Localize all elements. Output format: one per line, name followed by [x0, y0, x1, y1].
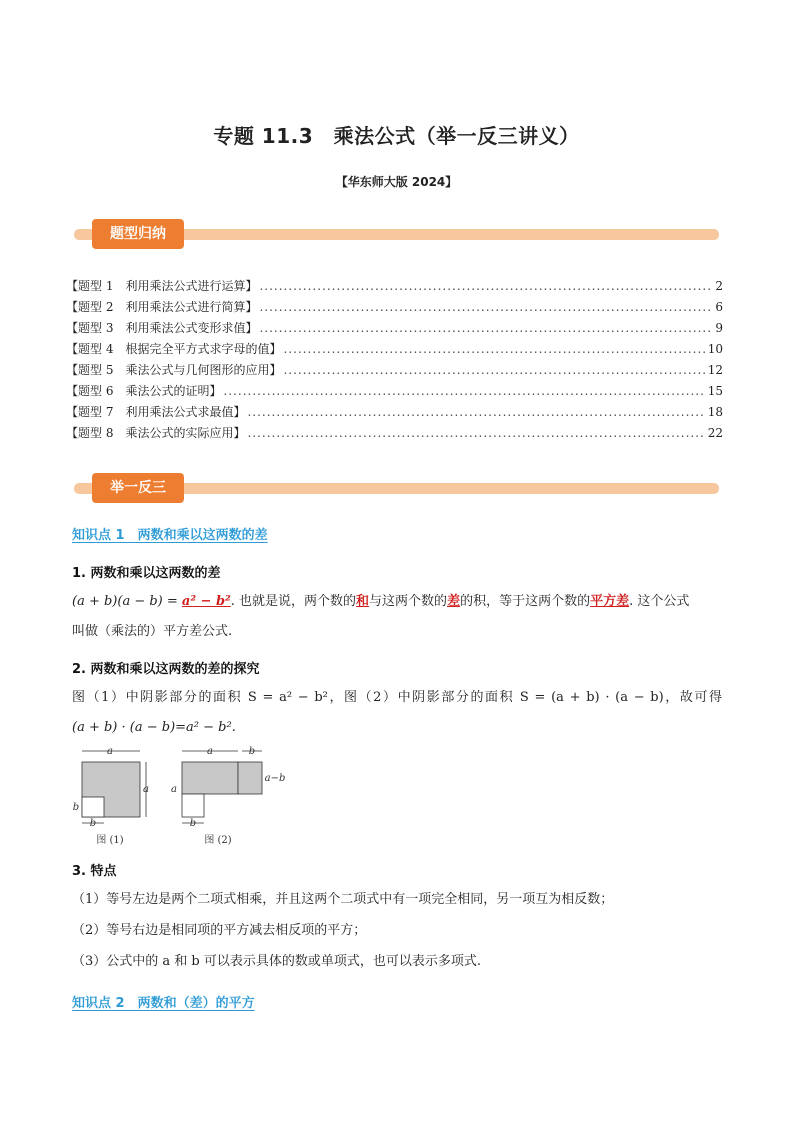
- formula-paragraph-line2: 叫做（乘法的）平方差公式.: [72, 624, 233, 639]
- explore-line-2: (a + b) · (a − b)=a² − b².: [72, 720, 236, 735]
- fig1-label-b-side: b: [72, 802, 80, 813]
- toc-banner: 题型归纳: [92, 219, 184, 249]
- fig2-label-amb: a−b: [264, 773, 286, 784]
- fig1-label-a-side: a: [143, 784, 149, 795]
- toc-item[interactable]: 【题型 2 利用乘法公式进行简算】 ..... 6: [66, 297, 723, 318]
- page-title: 专题 11.3 乘法公式（举一反三讲义）: [213, 124, 580, 148]
- toc-item[interactable]: 【题型 7 利用乘法公式求最值】 ..... 18: [66, 402, 723, 423]
- toc-item[interactable]: 【题型 6 乘法公式的证明】 ..... 15: [66, 381, 723, 402]
- fig2-caption: 图 (2): [204, 835, 232, 846]
- fig2-label-a-top: a: [207, 746, 213, 757]
- toc-item[interactable]: 【题型 1 利用乘法公式进行运算】 ..... 2: [66, 276, 723, 297]
- figure-2: [171, 746, 285, 846]
- knowledge-point-1-title: 知识点 1 两数和乘以这两数的差: [72, 528, 268, 543]
- figure-1: [73, 746, 149, 846]
- formula-left: (a + b)(a − b) =: [72, 594, 182, 609]
- explore-line-1: 图（1）中阴影部分的面积 S = a² − b²，图（2）中阴影部分的面积 S = (a + b) · (a − b)，故可得: [72, 690, 722, 705]
- formula-right: a² − b²: [181, 594, 231, 609]
- subheading-3: 3. 特点: [72, 864, 117, 879]
- fig1-label-a-top: a: [107, 746, 113, 757]
- toc-item[interactable]: 【题型 4 根据完全平方式求字母的值】 ..... 10: [66, 339, 723, 360]
- figures: [70, 745, 290, 854]
- fig2-label-a-side: a: [171, 784, 177, 795]
- feature-2: （2）等号右边是相同项的平方减去相反项的平方；: [72, 923, 367, 938]
- feature-1: （1）等号左边是两个二项式相乘，并且这两个二项式中有一项完全相同，另一项互为相反数；: [72, 892, 614, 907]
- highlight-cha: 差: [447, 594, 461, 609]
- fig1-label-b-bottom: b: [89, 818, 97, 829]
- highlight-pfc: 平方差: [590, 594, 630, 609]
- table-of-contents: [66, 276, 723, 444]
- knowledge-point-2-title: 知识点 2 两数和（差）的平方: [72, 996, 255, 1011]
- fig1-caption: 图 (1): [96, 835, 124, 846]
- examples-banner: 举一反三: [92, 473, 184, 503]
- fig2-label-b-top: b: [248, 746, 256, 757]
- toc-item[interactable]: 【题型 8 乘法公式的实际应用】 ..... 22: [66, 423, 723, 444]
- fig2-label-b-bottom: b: [189, 818, 197, 829]
- toc-item[interactable]: 【题型 3 利用乘法公式变形求值】 ..... 9: [66, 318, 723, 339]
- subheading-2: 2. 两数和乘以这两数的差的探究: [72, 662, 260, 677]
- toc-item[interactable]: 【题型 5 乘法公式与几何图形的应用】 ..... 12: [66, 360, 723, 381]
- highlight-he: 和: [356, 594, 370, 609]
- feature-3: （3）公式中的 a 和 b 可以表示具体的数或单项式，也可以表示多项式.: [72, 954, 482, 969]
- formula-paragraph: (a + b)(a − b) = a² − b². 也就是说，两个数的和与这两个数的差的积，等于这两个数的平方差. 这个公式: [72, 594, 690, 609]
- difference-of-squares-figures: [70, 745, 290, 850]
- subheading-1: 1. 两数和乘以这两数的差: [72, 566, 221, 581]
- edition-label: 【华东师大版 2024】: [335, 175, 458, 189]
